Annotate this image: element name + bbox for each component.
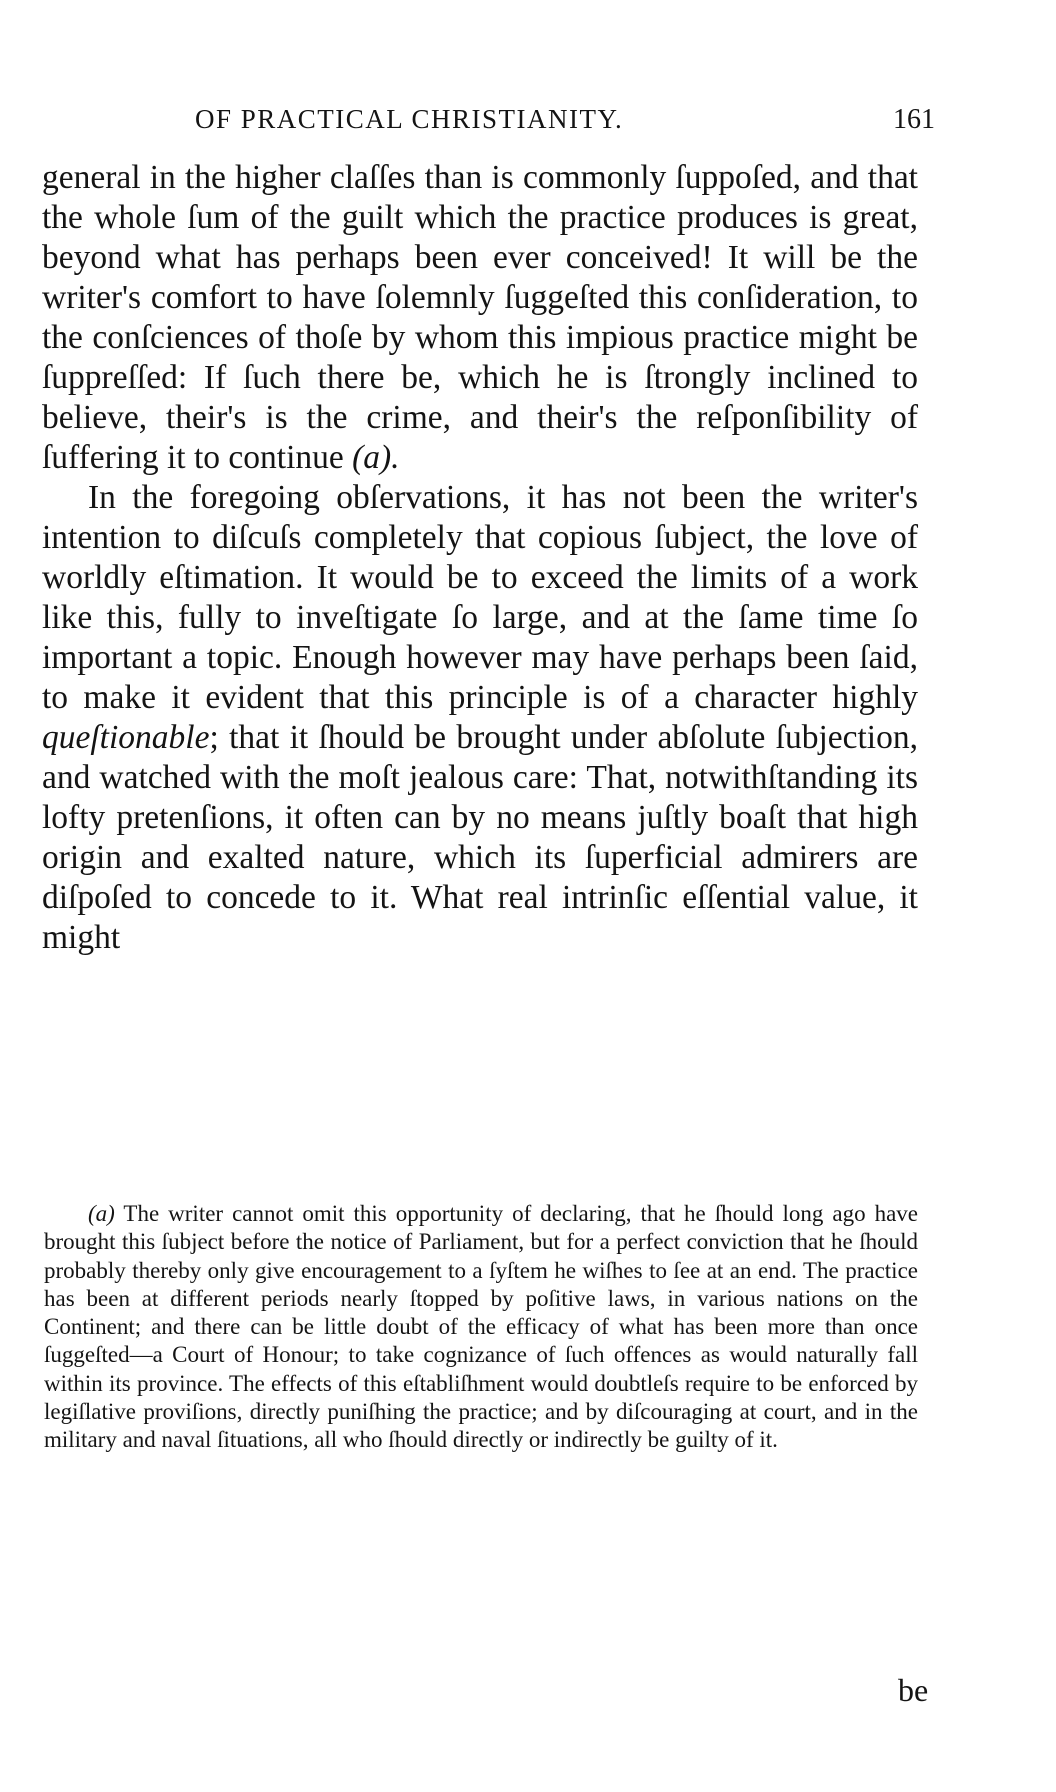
paragraph-1-text: general in the higher claſſes than is commonly ſuppoſed, and that the whole ſum of the guilt which the practice produces is great, beyond what has perhaps been ever conceived! It will be the writer's comfort to have ſolemnly ſuggeſted this conſideration, to the conſciences of thoſe by whom this impious practice might be ſuppreſſed: If ſuch there be, which he is ſtrongly inclined to believe, their's is the crime, and their's the reſponſibility of ſuffering it to continue <box>42 159 918 476</box>
catchword: be <box>898 1672 929 1708</box>
footnote <box>44 1200 918 1455</box>
paragraph-2-text-b: ; that it ſhould be brought under abſolute ſubjection, and watched with the moſt jealous care: That, notwithſtanding its lofty pretenſions, it often can by no means juſtly boaſt that high origin and exalted nature, which its ſuperficial admirers are diſpoſed to concede to it. What real intrinſic eſſential value, it might <box>42 719 918 956</box>
footnote-reference: (a). <box>352 439 400 476</box>
running-title: OF PRACTICAL CHRISTIANITY. <box>195 104 624 134</box>
page-number: 161 <box>893 104 935 135</box>
footnote-mark: (a) <box>88 1201 115 1226</box>
paragraph-continued <box>42 158 918 478</box>
paragraph-2 <box>42 478 918 958</box>
main-text <box>42 158 918 958</box>
page-header <box>195 104 935 140</box>
footnote-text: The writer cannot omit this opportunity of declaring, that he ſhould long ago have brought this ſubject before the notice of Parliament, but for a perfect conviction that he ſhould probably thereby only give encouragement to a ſyſtem he wiſhes to ſee at an end. The practice has been at different periods nearly ſtopped by poſitive laws, in various nations on the Continent; and there can be little doubt of the efficacy of what has been more than once ſuggeſted—a Court of Honour; to take cognizance of ſuch offences as would naturally fall within its province. The effects of this eſtabliſhment would doubtleſs require to be enforced by legiſlative proviſions, directly puniſhing the practice; and by diſcouraging at court, and in the military and naval ſituations, all who ſhould directly or indirectly be guilty of it. <box>44 1201 918 1453</box>
emphasized-word: queſtionable <box>42 719 210 756</box>
paragraph-2-text-a: In the foregoing obſervations, it has not been the writer's intention to diſcuſs completely that copious ſubject, the love of worldly eſtimation. It would be to exceed the limits of a work like this, fully to inveſtigate ſo large, and at the ſame time ſo important a topic. Enough however may have perhaps been ſaid, to make it evident that this principle is of a character highly <box>42 479 918 716</box>
footnote-paragraph <box>44 1200 918 1455</box>
